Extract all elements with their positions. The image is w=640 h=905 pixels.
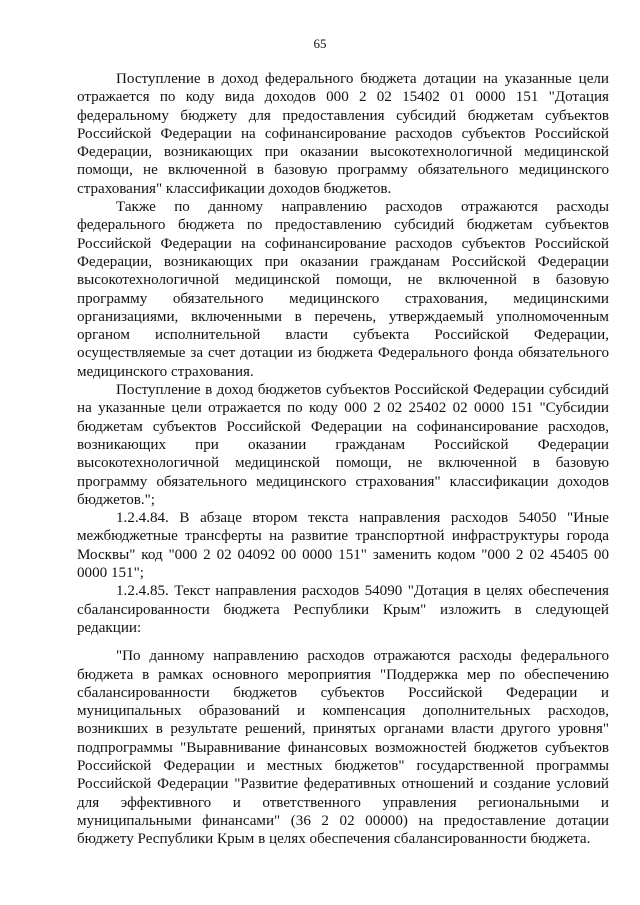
paragraph-income-dotation: Поступление в доход федерального бюджета дотации на указанные цели отражается по коду вида доходов 000 2 02 15402 01 0000 151 "Дотация федеральному бюджету для предоставления субсидий бюджетам субъектов Российской Федерации на софинансирование расходов субъектов Российской Федерации, возникающих при оказании высокотехнологичной медицинской помощи, не включенной в базовую программу обязательного медицинского страхования" классификации доходов бюджетов.	[77, 71, 609, 197]
document-body	[77, 70, 609, 848]
page-number: 65	[313, 36, 327, 51]
paragraph-item-1-2-4-85: 1.2.4.85. Текст направления расходов 54090 "Дотация в целях обеспечения сбалансированности бюджета Республики Крым" изложить в следующей редакции:	[77, 583, 609, 636]
paragraph-new-wording: "По данному направлению расходов отражаются расходы федерального бюджета в рамках основного мероприятия "Поддержка мер по обеспечению сбалансированности бюджетов субъектов Российской Федерации и муниципальных образований и компенсация дополнительных расходов, возникших в результате решений, принятых органами власти другого уровня" подпрограммы "Выравнивание финансовых возможностей бюджетов субъектов Российской Федерации и местных бюджетов" государственной программы Российской Федерации "Развитие федеративных отношений и создание условий для эффективного и ответственного управления региональными и муниципальными финансами" (36 2 02 00000) на предоставление дотации бюджету Республики Крым в целях обеспечения сбалансированности бюджета.	[77, 648, 609, 848]
paragraph-item-1-2-4-84: 1.2.4.84. В абзаце втором текста направления расходов 54050 "Иные межбюджетные трансферты на развитие транспортной инфраструктуры города Москвы" код "000 2 02 04092 00 0000 151" заменить кодом "000 2 02 45405 00 0000 151";	[77, 510, 609, 582]
paragraph-income-subsidies: Поступление в доход бюджетов субъектов Российской Федерации субсидий на указанные цели отражается по коду 000 2 02 25402 02 0000 151 "Субсидии бюджетам субъектов Российской Федерации на софинансирование расходов, возникающих при оказании гражданам Российской Федерации высокотехнологичной медицинской помощи, не включенной в базовую программу обязательного медицинского страхования" классификации доходов бюджетов.";	[77, 382, 609, 508]
paragraph-federal-expenses: Также по данному направлению расходов отражаются расходы федерального бюджета по предоставлению субсидий бюджетам субъектов Российской Федерации на софинансирование расходов субъектов Российской Федерации, возникающих при оказании гражданам Российской Федерации высокотехнологичной медицинской помощи, не включенной в базовую программу обязательного медицинского страхования, медицинскими организациями, включенными в перечень, утверждаемый уполномоченным органом исполнительной власти субъекта Российской Федерации, осуществляемые за счет дотации из бюджета Федерального фонда обязательного медицинского страхования.	[77, 199, 609, 380]
